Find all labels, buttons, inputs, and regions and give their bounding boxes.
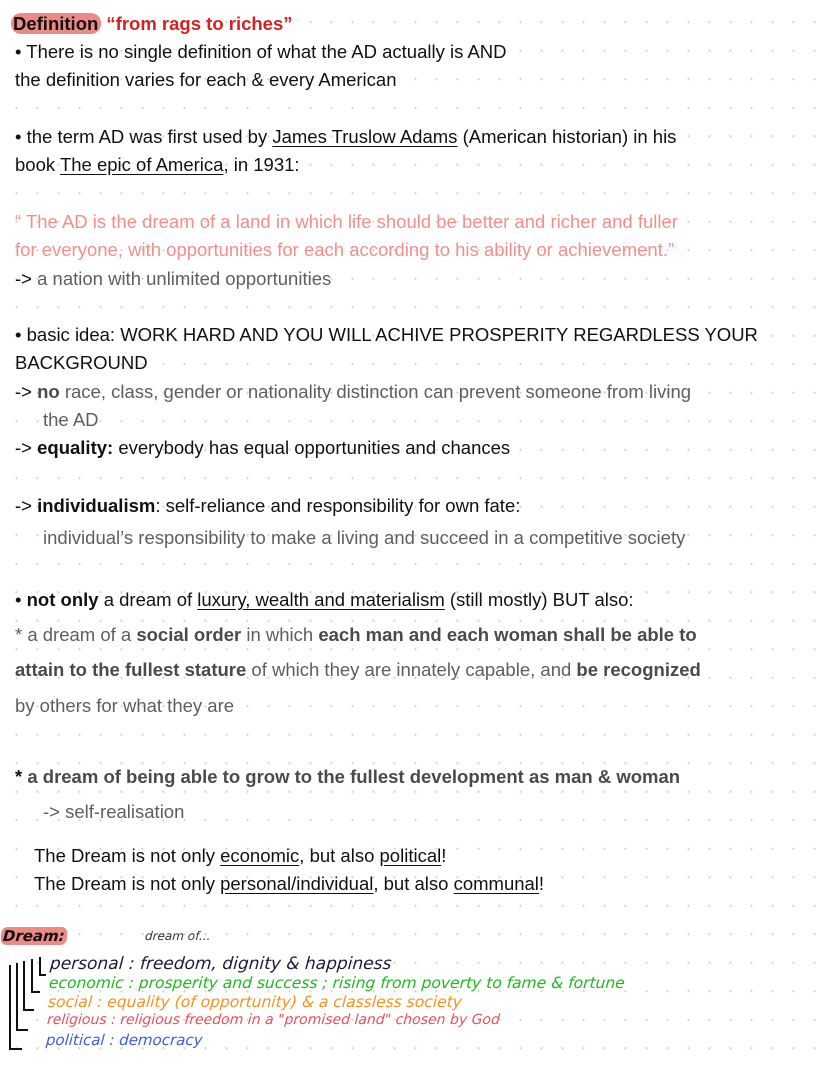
text-segment: , but also	[299, 845, 380, 866]
text-segment: each man and each woman shall be able to	[318, 624, 697, 645]
note-line	[43, 526, 685, 550]
note-line	[15, 623, 697, 647]
text-segment: book	[15, 154, 60, 175]
text-segment: individual’s responsibility to make a living and succeed in a competitive society	[43, 527, 686, 548]
text-segment: (American historian) in his	[457, 126, 677, 147]
text-segment: no	[37, 381, 60, 402]
text-segment: * a dream of a	[15, 624, 137, 645]
text-segment: ->	[15, 437, 38, 458]
text-segment: a dream of being able to grow to the fullest development as man & woman	[22, 766, 681, 787]
dream-item: economic : prosperity and success ; rising from poverty to fame & fortune	[48, 974, 626, 992]
text-segment: of which they are innately capable, and	[246, 659, 577, 680]
text-segment: , in 1931:	[223, 154, 300, 175]
note-line	[15, 153, 300, 177]
dream-item: religious : religious freedom in a "promised land" chosen by God	[46, 1012, 501, 1028]
note-line	[15, 125, 676, 149]
text-segment: !	[441, 845, 447, 866]
text-segment: • the term AD was first used by	[15, 126, 273, 147]
text-segment: a dream of	[98, 589, 198, 610]
text-segment: personal/individual	[220, 873, 374, 894]
text-segment: race, class, gender or nationality distinction can prevent someone from living	[59, 381, 692, 402]
note-line	[15, 12, 293, 36]
bracket-religious	[17, 963, 28, 1030]
text-segment: communal	[453, 873, 539, 894]
note-line	[15, 694, 234, 718]
text-segment: , but also	[373, 873, 454, 894]
note-line	[15, 40, 507, 64]
text-segment: by others for what they are	[15, 695, 235, 716]
text-segment: The Dream is not only	[34, 845, 221, 866]
note-line	[34, 844, 446, 868]
text-segment: the AD	[43, 409, 99, 430]
text-segment: • basic idea: WORK HARD AND YOU WILL ACHIVE PROSPERITY REGARDLESS YOUR	[15, 324, 758, 345]
text-segment: • There is no single definition of what the AD actually is AND	[15, 41, 507, 62]
dream-heading: Dream:	[0, 927, 67, 945]
note-line	[34, 872, 544, 896]
dream-subheading: dream of...	[144, 929, 212, 943]
note-line	[15, 380, 691, 404]
note-line	[15, 238, 674, 262]
note-line	[15, 436, 510, 460]
text-segment: social order	[136, 624, 242, 645]
text-segment: a nation with unlimited opportunities	[37, 268, 332, 289]
text-segment: individualism	[37, 495, 156, 516]
dream-item: political : democracy	[45, 1031, 204, 1049]
text-segment: “from rags to riches”	[101, 13, 293, 34]
note-line	[15, 210, 678, 234]
text-segment: everybody has equal opportunities and chances	[113, 437, 511, 458]
note-line	[43, 408, 99, 432]
text-segment: •	[15, 589, 27, 610]
note-line	[15, 588, 634, 612]
note-line	[15, 351, 148, 375]
text-segment: BACKGROUND	[15, 352, 148, 373]
text-segment: luxury, wealth and materialism	[197, 589, 445, 610]
dream-item: social : equality (of opportunity) & a classless society	[47, 993, 463, 1011]
text-segment: equality:	[37, 437, 114, 458]
text-segment: !	[538, 873, 545, 894]
text-segment: ->	[15, 495, 38, 516]
text-segment: “ The AD is the dream of a land in which life should be better and richer and fuller	[15, 211, 678, 232]
bracket-economic	[32, 959, 40, 992]
text-segment: attain to the fullest stature	[15, 659, 247, 680]
text-segment: -> self-realisation	[43, 801, 185, 822]
dream-item: personal : freedom, dignity & happiness	[49, 954, 393, 974]
note-line	[15, 323, 758, 347]
note-line	[15, 267, 331, 291]
text-segment: The Dream is not only	[34, 873, 221, 894]
text-segment: *	[15, 766, 23, 787]
text-segment: ->	[15, 381, 38, 402]
text-segment: The epic of America	[59, 154, 224, 175]
text-segment: for everyone, with opportunities for each according to his ability or achievement.”	[15, 239, 675, 260]
text-segment: (still mostly) BUT also:	[444, 589, 634, 610]
text-segment: in which	[241, 624, 319, 645]
text-segment: : self-reliance and responsibility for own fate:	[155, 495, 521, 516]
note-line	[15, 658, 701, 682]
note-line	[15, 765, 680, 789]
text-segment: the definition varies for each & every American	[15, 69, 397, 90]
note-line	[43, 800, 184, 824]
note-line	[15, 494, 520, 518]
text-segment: political	[379, 845, 442, 866]
text-segment: James Truslow Adams	[272, 126, 458, 147]
text-segment: economic	[220, 845, 300, 866]
text-segment: ->	[15, 268, 38, 289]
definition-label: Definition	[11, 13, 101, 34]
bracket-personal	[40, 957, 46, 975]
text-segment: be recognized	[576, 659, 701, 680]
text-segment: not only	[26, 589, 99, 610]
note-line	[15, 68, 397, 92]
